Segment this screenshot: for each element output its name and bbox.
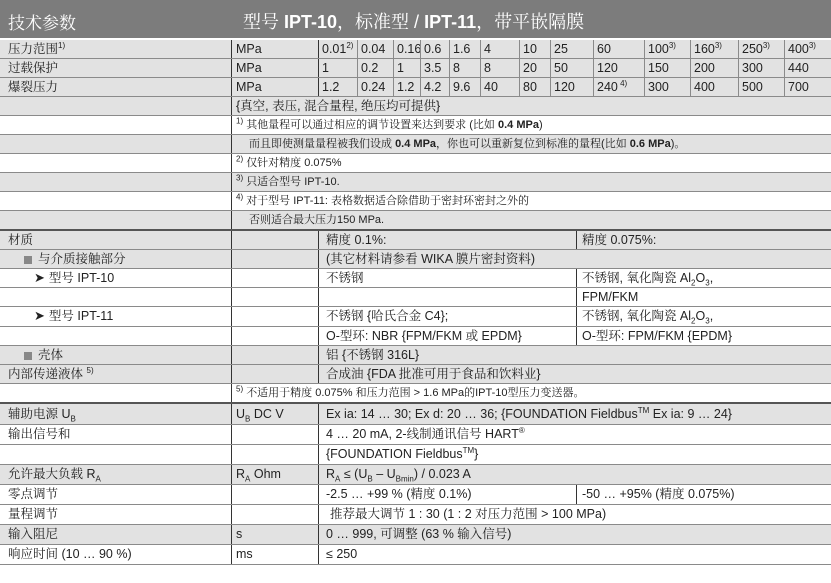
note-4a: $^{4)}$ 对于型号 IPT-11: 表格数据适合除借助于密封环密封之外的 bbox=[236, 192, 529, 207]
row-output-a bbox=[0, 425, 831, 445]
burst-cell: 240 $^{4)}$ bbox=[597, 78, 628, 94]
row-ipt10-a bbox=[0, 269, 831, 288]
overload-cell: 1 bbox=[397, 61, 404, 75]
supply-value: Ex ia: 14 … 30; Ex d: 20 … 36; {FOUNDATION Fieldbus™ Ex ia: 9 … 24} bbox=[326, 405, 732, 421]
load-value: $R_A \le (U_B - U_{Bmin}) / 0.023$ A bbox=[326, 467, 471, 484]
pressure-range-cell: 4 bbox=[484, 42, 491, 56]
pressure-range-cell: 250$^{3)}$ bbox=[742, 40, 770, 56]
response-label: 响应时间 (10 … 90 %) bbox=[8, 547, 132, 561]
row-output-b bbox=[0, 445, 831, 465]
ipt11-col2-b: O-型环: FPM/FKM {EPDM} bbox=[582, 329, 733, 343]
burst-cell: 1.2 bbox=[397, 80, 415, 94]
pressure-range-cell: 25 bbox=[554, 42, 568, 56]
row-supply bbox=[0, 404, 831, 425]
wetted-note: (其它材料请参看 WIKA 膜片密封资料) bbox=[326, 252, 536, 266]
fluid-label: 内部传递液体 $^{5)}$ bbox=[8, 365, 94, 381]
pressure-range-cell: 60 bbox=[597, 42, 611, 56]
wetted-label: 与介质接触部分 bbox=[24, 250, 126, 268]
note-options-row bbox=[0, 97, 831, 116]
burst-cell: 40 bbox=[484, 80, 498, 94]
pressure-range-cell: 160$^{3)}$ bbox=[694, 40, 722, 56]
note-5: $^{5)}$ 不适用于精度 0.075% 和压力范围 > 1.6 MPa的IPT-10型压力变送器。 bbox=[236, 384, 585, 399]
fluid-value: 合成油 {FDA 批准可用于食品和饮料业} bbox=[326, 367, 541, 381]
row-span bbox=[0, 505, 831, 525]
note-3-row bbox=[0, 173, 831, 192]
ipt10-col1: 不锈钢 bbox=[326, 271, 364, 285]
row-material bbox=[0, 231, 831, 250]
pressure-range-cell: 10 bbox=[523, 42, 537, 56]
ipt10-label: ➤ 型号 IPT-10 bbox=[34, 270, 115, 285]
overload-cell: 3.5 bbox=[424, 61, 442, 75]
material-label: 材质 bbox=[8, 233, 34, 247]
damping-value: 0 … 999, 可调整 (63 % 输入信号) bbox=[326, 527, 512, 541]
note-4b: 否则适合最大压力150 MPa. bbox=[249, 214, 385, 226]
row-overload bbox=[0, 59, 831, 78]
overload-cell: 150 bbox=[648, 61, 669, 75]
overload-cell: 1 bbox=[322, 61, 329, 75]
damping-label: 输入阻尼 bbox=[8, 527, 59, 541]
burst-cell: 400 bbox=[694, 80, 715, 94]
response-unit: ms bbox=[236, 547, 253, 561]
overload-cell: 50 bbox=[554, 61, 568, 75]
arrow-right-icon: ➤ bbox=[34, 308, 45, 323]
supply-label: 辅助电源 $U_B$ bbox=[8, 407, 76, 424]
row-response bbox=[0, 545, 831, 565]
overload-label: 过载保护 bbox=[8, 61, 59, 75]
row-ipt11-b bbox=[0, 327, 831, 346]
response-value: ≤ 250 bbox=[326, 547, 358, 561]
overload-cell: 120 bbox=[597, 61, 618, 75]
pressure-range-cell: 0.04 bbox=[361, 42, 386, 56]
pressure-range-cell: 100$^{3)}$ bbox=[648, 40, 676, 56]
bullet-square-icon bbox=[24, 256, 32, 264]
span-label: 量程调节 bbox=[8, 507, 59, 521]
load-unit: $R_A$ Ohm bbox=[236, 467, 281, 484]
supply-unit: $U_B$ DC V bbox=[236, 407, 284, 424]
burst-cell: 0.24 bbox=[361, 80, 386, 94]
note-4b-row bbox=[0, 211, 831, 231]
burst-label: 爆裂压力 bbox=[8, 80, 59, 94]
pressure-range-cell: 0.01$^{2)}$ bbox=[322, 40, 354, 56]
ipt11-label: ➤ 型号 IPT-11 bbox=[34, 308, 114, 323]
arrow-right-icon: ➤ bbox=[34, 270, 45, 285]
overload-cell: 8 bbox=[484, 61, 491, 75]
burst-cell: 4.2 bbox=[424, 80, 442, 94]
row-damping bbox=[0, 525, 831, 545]
note-1b: 而且即使测量量程被我们设成 0.4 MPa，你也可以重新复位到标准的量程(比如 0.6 MPa)。 bbox=[249, 138, 686, 150]
row-ipt11-a bbox=[0, 307, 831, 327]
burst-cell: 80 bbox=[523, 80, 537, 94]
burst-cell: 700 bbox=[788, 80, 809, 94]
zero-value-2: -50 … +95% (精度 0.075%) bbox=[582, 487, 735, 501]
case-label: 壳体 bbox=[24, 346, 63, 364]
damping-unit: s bbox=[236, 527, 243, 541]
note-4a-row bbox=[0, 192, 831, 211]
row-burst bbox=[0, 78, 831, 97]
overload-cell: 8 bbox=[453, 61, 460, 75]
pressure-range-label: 压力范围$^{1)}$ bbox=[8, 40, 66, 56]
accuracy-0-1: 精度 0.1%: bbox=[326, 233, 387, 247]
ipt11-col1-a: 不锈钢 {哈氏合金 C4}; bbox=[326, 309, 449, 323]
note-3: $^{3)}$ 只适合型号 IPT-10. bbox=[236, 173, 340, 188]
ipt11-col1-b: O-型环: NBR {FPM/FKM 或 EPDM} bbox=[326, 329, 522, 343]
overload-cell: 20 bbox=[523, 61, 537, 75]
overload-cell: 440 bbox=[788, 61, 809, 75]
burst-cell: 9.6 bbox=[453, 80, 471, 94]
bullet-square-icon bbox=[24, 352, 32, 360]
output-value-b: {FOUNDATION Fieldbus™} bbox=[326, 445, 479, 461]
ipt10-col2-b: FPM/FKM bbox=[582, 290, 639, 304]
note-2-row bbox=[0, 154, 831, 173]
load-label: 允许最大负载 $R_A$ bbox=[8, 467, 101, 484]
accuracy-0-075: 精度 0.075%: bbox=[582, 233, 657, 247]
row-case bbox=[0, 346, 831, 365]
row-ipt10-b bbox=[0, 288, 831, 307]
pressure-range-cell: 1.6 bbox=[453, 42, 471, 56]
row-fluid bbox=[0, 365, 831, 384]
pressure-range-cell: 400$^{3)}$ bbox=[788, 40, 816, 56]
span-value: 推荐最大调节 1 : 30 (1 : 2 对压力范围 > 100 MPa) bbox=[330, 507, 607, 521]
note-2: $^{2)}$ 仅针对精度 0.075% bbox=[236, 154, 342, 169]
row-wetted bbox=[0, 250, 831, 269]
model-title: 型号 IPT-10，标准型 / IPT-11，带平嵌隔膜 bbox=[243, 12, 585, 32]
row-load bbox=[0, 465, 831, 485]
overload-cell: 300 bbox=[742, 61, 763, 75]
overload-cell: 0.2 bbox=[361, 61, 379, 75]
row-pressure-range bbox=[0, 40, 831, 59]
case-value: 铝 {不锈钢 316L} bbox=[326, 348, 420, 362]
table-header bbox=[0, 0, 831, 38]
note-options: {真空, 表压, 混合量程, 绝压均可提供} bbox=[236, 99, 441, 113]
output-label: 输出信号和 bbox=[8, 427, 71, 441]
note-1a-row bbox=[0, 116, 831, 135]
ipt11-col2-a: 不锈钢, 氧化陶瓷 $Al_2O_3$, bbox=[582, 309, 714, 326]
pressure-range-cell: 0.16 bbox=[397, 42, 422, 56]
burst-cell: 500 bbox=[742, 80, 763, 94]
note-5-row bbox=[0, 384, 831, 404]
note-1a: $^{1)}$ 其他量程可以通过相应的调节设置来达到要求 (比如 0.4 MPa) bbox=[236, 116, 543, 131]
burst-unit: MPa bbox=[236, 80, 262, 94]
burst-cell: 120 bbox=[554, 80, 575, 94]
overload-cell: 200 bbox=[694, 61, 715, 75]
pressure-range-unit: MPa bbox=[236, 42, 262, 56]
section-title: 技术参数 bbox=[8, 14, 76, 33]
note-1b-row bbox=[0, 135, 831, 154]
zero-value-1: -2.5 … +99 % (精度 0.1%) bbox=[326, 487, 472, 501]
ipt10-col2-a: 不锈钢, 氧化陶瓷 $Al_2O_3$, bbox=[582, 271, 714, 288]
burst-cell: 1.2 bbox=[322, 80, 340, 94]
output-value-a: 4 … 20 mA, 2-线制通讯信号 HART® bbox=[326, 425, 525, 441]
burst-cell: 300 bbox=[648, 80, 669, 94]
zero-label: 零点调节 bbox=[8, 487, 59, 501]
row-zero bbox=[0, 485, 831, 505]
overload-unit: MPa bbox=[236, 61, 262, 75]
pressure-range-cell: 0.6 bbox=[424, 42, 442, 56]
